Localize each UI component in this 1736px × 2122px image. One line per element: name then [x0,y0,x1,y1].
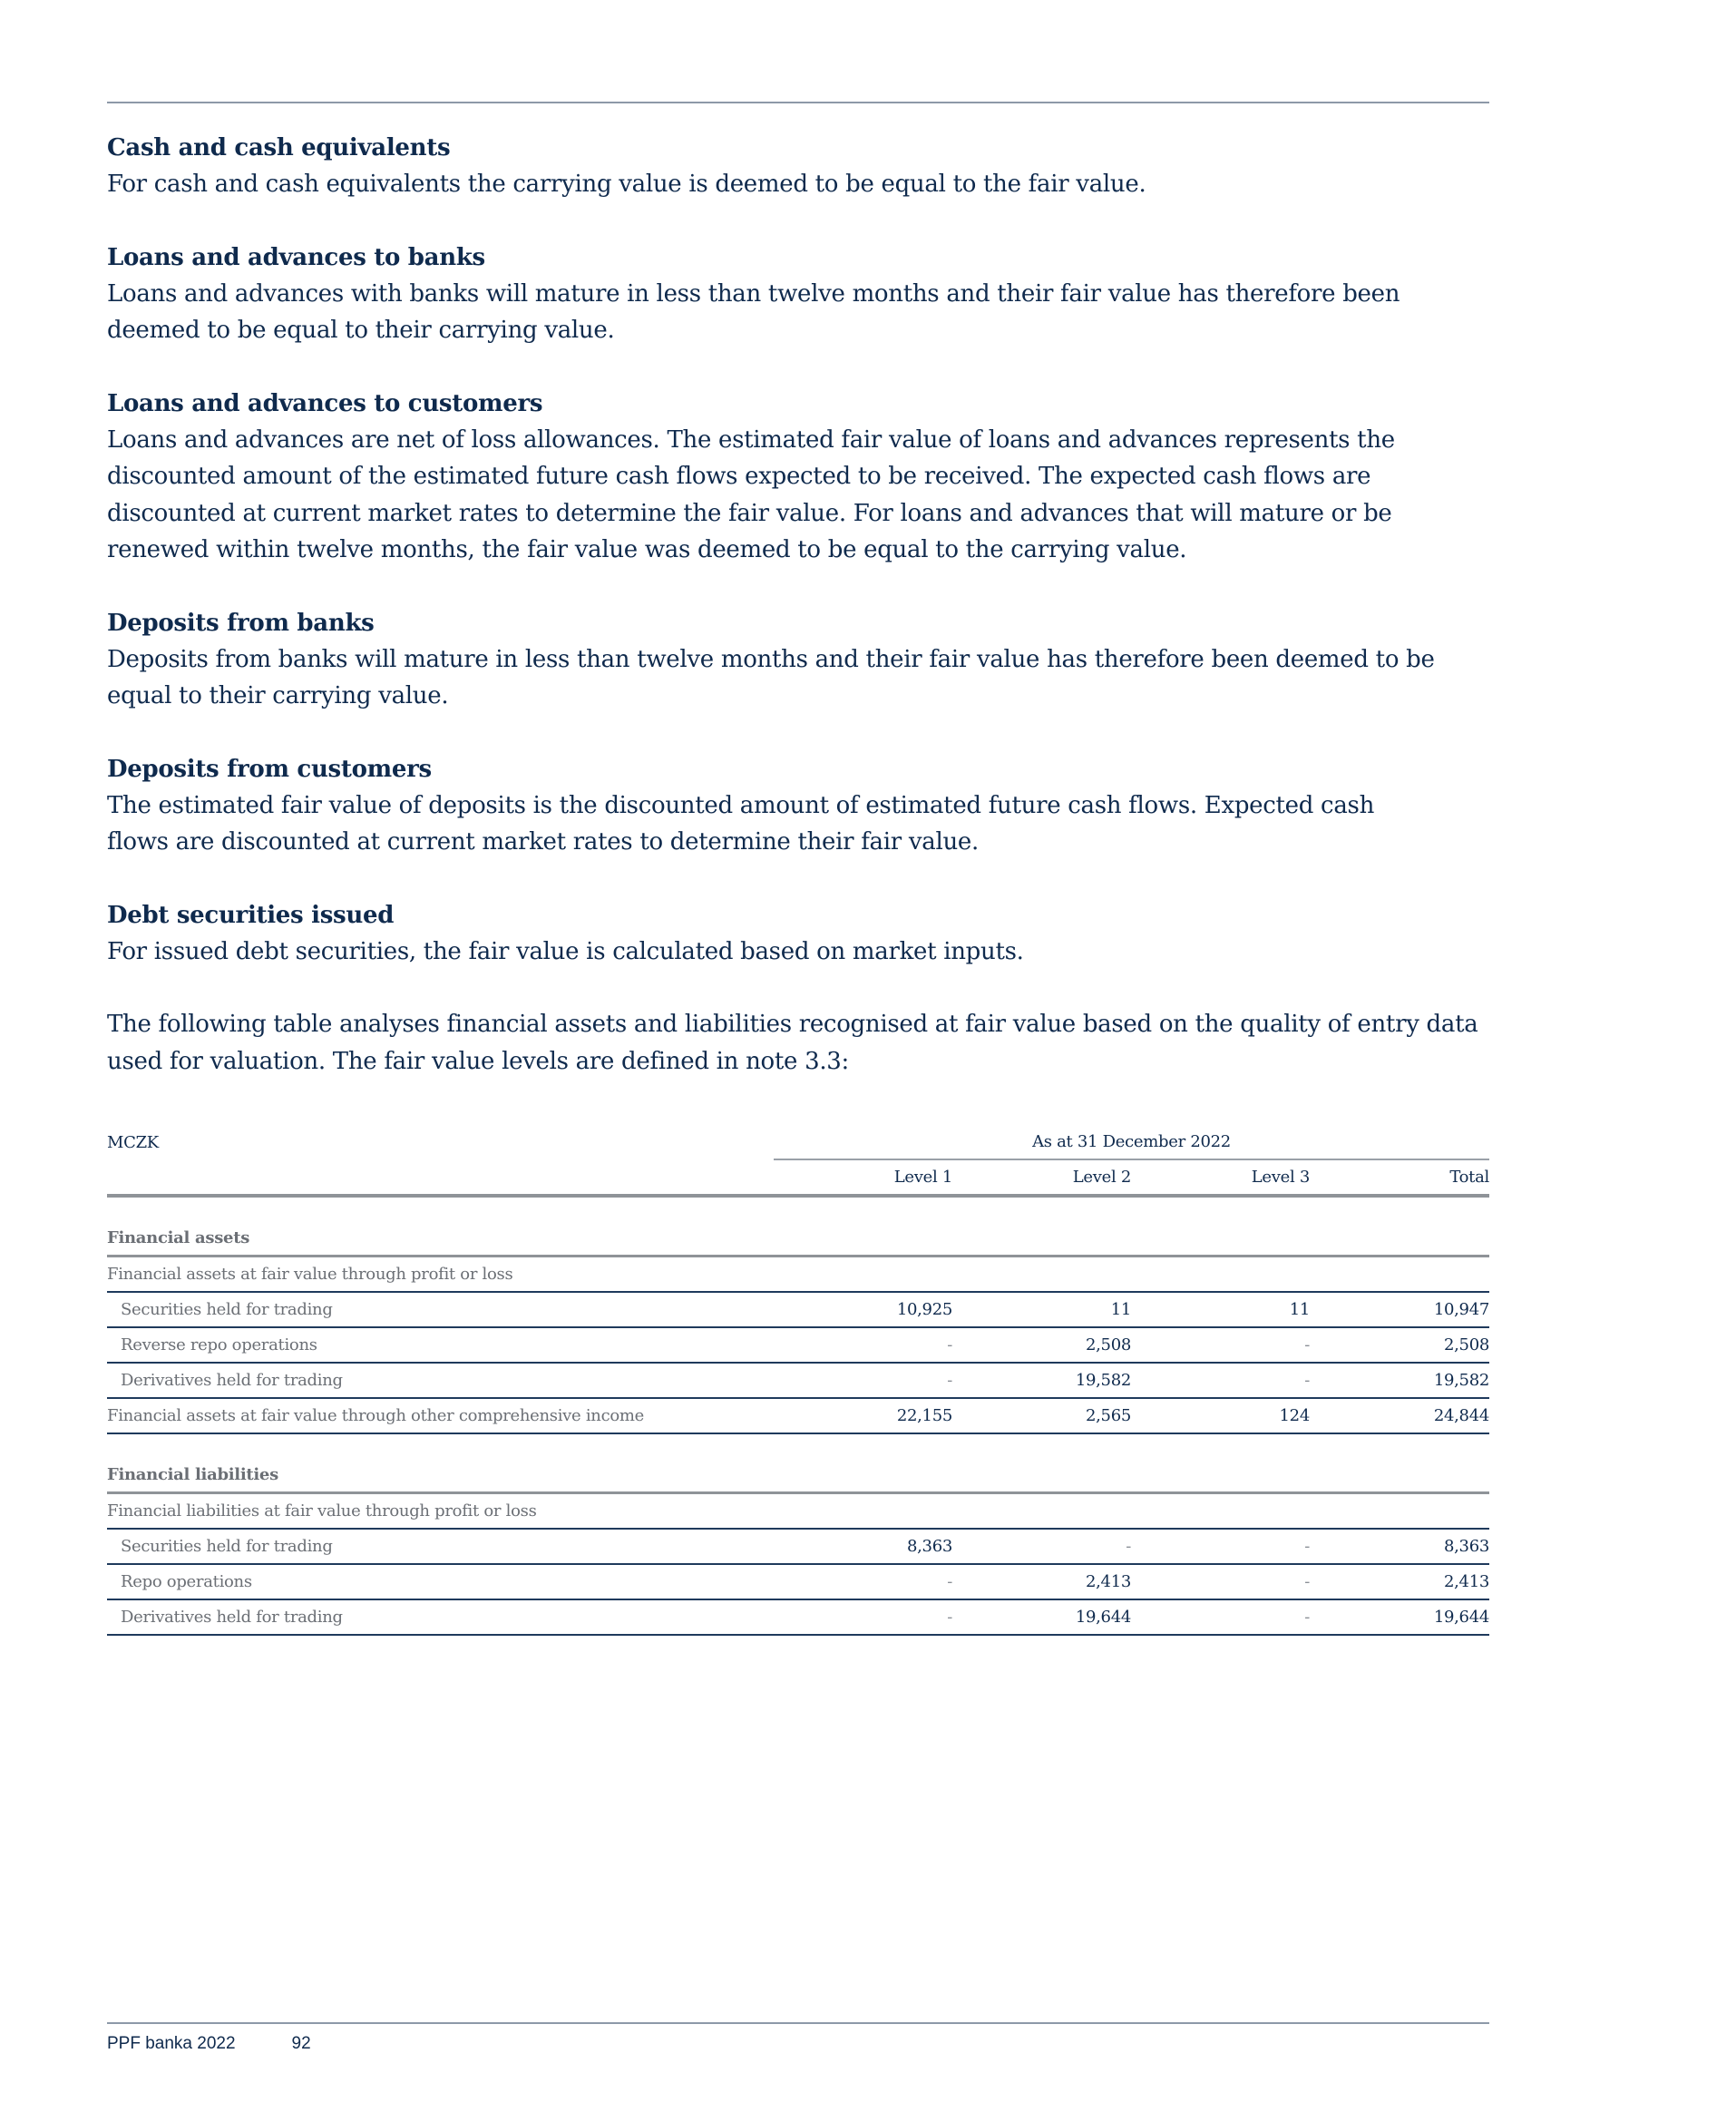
cell-level1: 10,925 [774,1292,952,1327]
column-header: Level 2 [952,1159,1131,1196]
table-row [107,1529,1489,1564]
section-body: For cash and cash equivalents the carrying value is deemed to be equal to the fair value. [107,171,1146,198]
cell-total: 2,413 [1310,1564,1489,1599]
table-row [107,1292,1489,1327]
cell-level2: 2,565 [952,1398,1131,1433]
section-heading: Cash and cash equivalents [107,134,451,161]
footer-title: PPF banka 2022 [107,2034,236,2053]
row-label: Derivatives held for trading [107,1599,774,1635]
cell-total: 8,363 [1310,1529,1489,1564]
cell-level3: - [1131,1327,1310,1363]
fair-value-table [107,1125,1489,1636]
section-body: For issued debt securities, the fair value is calculated based on market inputs. [107,937,1024,965]
subsection-label: Financial liabilities at fair value through profit or loss [107,1493,1489,1530]
blank-header [107,1159,774,1196]
section-cash [107,130,1495,203]
section-heading: Loans and advances to banks [107,243,485,271]
section-row [107,1458,1489,1493]
top-divider [107,102,1489,103]
cell-total: 19,582 [1310,1363,1489,1398]
cell-total: 24,844 [1310,1398,1489,1433]
period-header: As at 31 December 2022 [774,1125,1489,1159]
section-body: Loans and advances are net of loss allowances. The estimated fair value of loans and advances represents the discounted amount of the estimated future cash flows expected to be received. The expected cash flows are discounted at current market rates to determine the fair value. For loans and advances that will mature or be renewed within twelve months, the fair value was deemed to be equal to the carrying value. [107,425,1395,563]
section-body: The estimated fair value of deposits is the discounted amount of estimated future cash flows. Expected cash flows are discounted at current market rates to determine their fair value. [107,791,1375,856]
cell-total: 10,947 [1310,1292,1489,1327]
row-label: Securities held for trading [107,1529,774,1564]
row-label: Securities held for trading [107,1292,774,1327]
subsection-row [107,1493,1489,1530]
table-row [107,1599,1489,1635]
section-body: Deposits from banks will mature in less than twelve months and their fair value has therefore been deemed to be equal to their carrying value. [107,645,1435,709]
section-row [107,1221,1489,1257]
unit-label: MCZK [107,1132,159,1152]
section-label: Financial assets [107,1221,1489,1257]
subsection-label: Financial assets at fair value through profit or loss [107,1257,1489,1293]
cell-level1: 22,155 [774,1398,952,1433]
cell-level1: - [774,1564,952,1599]
cell-total: 19,644 [1310,1599,1489,1635]
section-loans-banks [107,240,1495,349]
cell-level1: - [774,1599,952,1635]
cell-level3: 124 [1131,1398,1310,1433]
footer-divider [107,2022,1489,2024]
table-row [107,1564,1489,1599]
cell-level1: 8,363 [774,1529,952,1564]
section-heading: Loans and advances to customers [107,389,543,417]
section-heading: Debt securities issued [107,901,395,929]
cell-level2: - [952,1529,1131,1564]
cell-level1: - [774,1327,952,1363]
page-footer [107,2034,311,2054]
cell-level2: 11 [952,1292,1131,1327]
section-deposits-customers [107,751,1495,861]
row-label: Reverse repo operations [107,1327,774,1363]
page-number: 92 [291,2034,311,2053]
row-label: Financial assets at fair value through other comprehensive income [107,1398,774,1433]
cell-level3: - [1131,1599,1310,1635]
table-row [107,1363,1489,1398]
cell-level3: - [1131,1529,1310,1564]
cell-level2: 2,413 [952,1564,1131,1599]
cell-level3: - [1131,1363,1310,1398]
table-row [107,1327,1489,1363]
cell-level1: - [774,1363,952,1398]
section-heading: Deposits from banks [107,609,375,637]
column-header: Total [1310,1159,1489,1196]
body-text [107,130,1495,1080]
cell-level2: 19,582 [952,1363,1131,1398]
subsection-row [107,1257,1489,1293]
section-loans-customers [107,386,1495,569]
table-row [107,1398,1489,1433]
cell-level2: 19,644 [952,1599,1131,1635]
section-body: Loans and advances with banks will mature in less than twelve months and their fair value has therefore been deemed to be equal to their carrying value. [107,279,1400,344]
section-debt-securities [107,897,1495,971]
section-label: Financial liabilities [107,1458,1489,1493]
row-label: Repo operations [107,1564,774,1599]
cell-level3: 11 [1131,1292,1310,1327]
cell-total: 2,508 [1310,1327,1489,1363]
cell-level3: - [1131,1564,1310,1599]
row-label: Derivatives held for trading [107,1363,774,1398]
column-header: Level 1 [774,1159,952,1196]
table-intro: The following table analyses financial assets and liabilities recognised at fair value based on the quality of entry data used for valuation. The fair value levels are defined in note 3.3: [107,1011,1478,1075]
cell-level2: 2,508 [952,1327,1131,1363]
section-heading: Deposits from customers [107,755,432,783]
section-deposits-banks [107,605,1495,715]
column-header: Level 3 [1131,1159,1310,1196]
